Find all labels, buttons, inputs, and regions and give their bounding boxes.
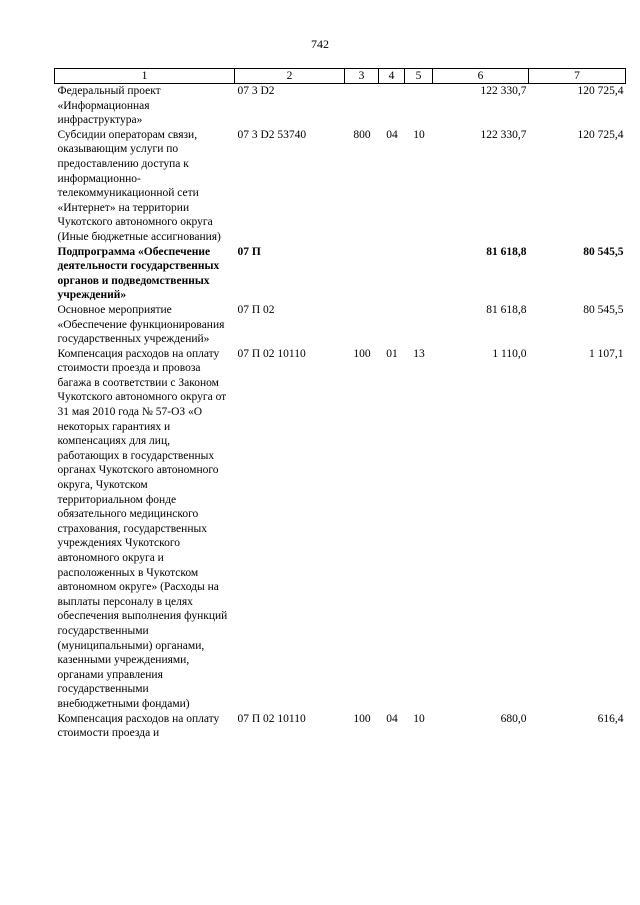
row-amount-col7: 1 107,1 bbox=[589, 347, 624, 360]
row-code: 07 3 D2 53740 bbox=[237, 128, 307, 141]
table-row bbox=[55, 347, 626, 712]
header-col-3: 3 bbox=[345, 69, 379, 84]
row-name: Субсидии операторам связи, оказывающим услуги по предоставлению доступа к информационно-телекоммуникационной сети «Интернет» на территории Чукотского автономного округа (Иные бюджетные ассигнования) bbox=[57, 128, 221, 243]
table-row bbox=[55, 128, 626, 245]
row-name: Федеральный проект «Информационная инфраструктура» bbox=[57, 85, 161, 127]
row-subsection bbox=[405, 84, 433, 128]
row-code: 07 П 02 10110 bbox=[237, 347, 306, 360]
row-expense-type bbox=[345, 84, 379, 128]
row-section bbox=[379, 245, 405, 303]
header-col-4: 4 bbox=[379, 69, 405, 84]
row-section: 01 bbox=[386, 347, 398, 360]
row-subsection: 10 bbox=[413, 712, 425, 725]
row-section bbox=[379, 84, 405, 128]
row-expense-type: 100 bbox=[353, 347, 371, 360]
header-col-7: 7 bbox=[529, 69, 626, 84]
row-amount-col7: 120 725,4 bbox=[577, 85, 624, 97]
row-code: 07 3 D2 bbox=[237, 85, 275, 97]
row-name: Основное мероприятие «Обеспечение функционирования государственных учреждений» bbox=[57, 303, 225, 346]
row-amount-col6: 81 618,8 bbox=[486, 303, 527, 316]
row-name: Компенсация расходов на оплату стоимости проезда и bbox=[57, 712, 220, 740]
row-amount-col6: 1 110,0 bbox=[492, 347, 527, 360]
row-subsection: 13 bbox=[413, 347, 425, 360]
header-col-1: 1 bbox=[55, 69, 235, 84]
table-row bbox=[55, 245, 626, 303]
row-section: 04 bbox=[386, 128, 398, 141]
row-code: 07 П 02 10110 bbox=[237, 712, 306, 725]
row-amount-col6: 122 330,7 bbox=[480, 128, 527, 141]
row-section: 04 bbox=[386, 712, 398, 725]
row-amount-col6: 680,0 bbox=[500, 712, 527, 725]
row-subsection: 10 bbox=[413, 128, 425, 141]
row-amount-col6: 122 330,7 bbox=[480, 85, 527, 97]
row-name: Компенсация расходов на оплату стоимости проезда и провоза багажа в соответствии с Законом Чукотского автономного округа от 31 мая 2010 года № 57-ОЗ «О некоторых гарантиях и компенсациях для лиц, работающих в государственных органах Чукотского автономного округа, Чукотском территориальном фонде обязательного медицинского страхования, государственных учреждениях Чукотского автономного округа и расположенных в Чукотском автономном округе» (Расходы на выплаты персоналу в целях обеспечения выполнения функций государственными (муниципальными) органами, казенными учреждениями, органами управления государственными внебюджетными фондами) bbox=[57, 347, 228, 710]
table-row bbox=[55, 712, 626, 741]
row-subsection bbox=[405, 303, 433, 347]
row-code: 07 П 02 bbox=[237, 303, 275, 316]
row-code: 07 П bbox=[237, 245, 261, 258]
table-header-row bbox=[55, 69, 626, 84]
row-expense-type bbox=[345, 245, 379, 303]
budget-table bbox=[54, 68, 626, 741]
table-row bbox=[55, 303, 626, 347]
header-col-5: 5 bbox=[405, 69, 433, 84]
table-row bbox=[55, 84, 626, 128]
row-expense-type bbox=[345, 303, 379, 347]
row-amount-col6: 81 618,8 bbox=[486, 245, 527, 258]
header-col-2: 2 bbox=[235, 69, 345, 84]
row-name: Подпрограмма «Обеспечение деятельности государственных органов и подведомственных учреждений» bbox=[57, 245, 220, 302]
row-amount-col7: 616,4 bbox=[597, 712, 624, 725]
row-expense-type: 100 bbox=[353, 712, 371, 725]
row-amount-col7: 80 545,5 bbox=[583, 303, 624, 316]
page-number: 742 bbox=[311, 37, 329, 51]
row-section bbox=[379, 303, 405, 347]
row-amount-col7: 80 545,5 bbox=[583, 245, 624, 258]
row-expense-type: 800 bbox=[353, 128, 371, 141]
header-col-6: 6 bbox=[433, 69, 529, 84]
row-amount-col7: 120 725,4 bbox=[577, 128, 624, 141]
row-subsection bbox=[405, 245, 433, 303]
